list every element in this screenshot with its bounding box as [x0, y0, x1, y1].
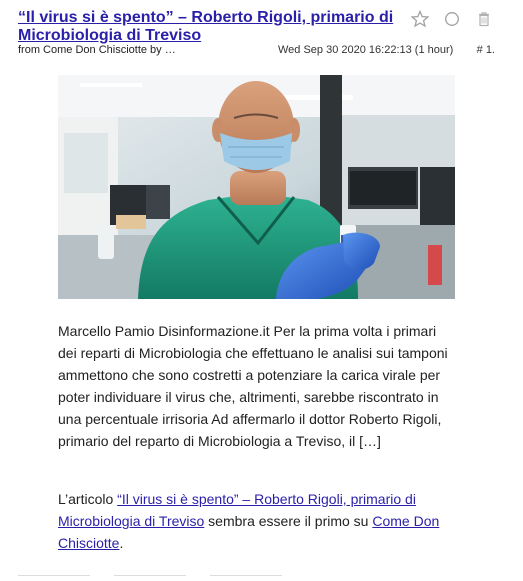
bottom-action-bar [18, 574, 338, 581]
trash-icon[interactable] [475, 10, 493, 28]
article-footer [58, 488, 458, 554]
article-title-link[interactable]: “Il virus si è spento” – Roberto Rigoli, primario di Microbiologia di Treviso [18, 9, 394, 44]
circle-icon[interactable] [443, 10, 461, 28]
article-actions [411, 10, 493, 28]
article-number: # 1. [476, 44, 495, 56]
article-source: from Come Don Chisciotte by … [18, 44, 176, 56]
article-footer-link[interactable]: “Il virus si è spento” – Roberto Rigoli, primario di Microbiologia di Treviso [58, 491, 416, 529]
article-date: Wed Sep 30 2020 16:22:13 (1 hour) [278, 44, 454, 56]
bottom-action-placeholder-2 [114, 575, 186, 581]
article-image [58, 75, 455, 299]
footer-middle: sembra essere il primo su [204, 513, 373, 529]
footer-suffix: . [119, 535, 124, 551]
source-link[interactable]: Come Don Chisciotte [58, 513, 440, 551]
footer-prefix: L’articolo [58, 491, 118, 507]
bottom-action-placeholder-3 [210, 575, 282, 581]
star-icon[interactable] [411, 10, 429, 28]
article-meta [18, 44, 495, 60]
article-summary: Marcello Pamio Disinformazione.it Per la prima volta i primari dei reparti di Microbiologia che effettuano le analisi sui tamponi ammettono che sono costretti a potenziare la carica virale per poter individuare il virus che, altrimenti, sarebbe riscontrato in una percentuale irrisoria Ad affermarlo il dottor Roberto Rigoli, primario del reparto di Microbiologia a Treviso, il […] [58, 323, 448, 449]
bottom-action-placeholder-1 [18, 575, 90, 581]
